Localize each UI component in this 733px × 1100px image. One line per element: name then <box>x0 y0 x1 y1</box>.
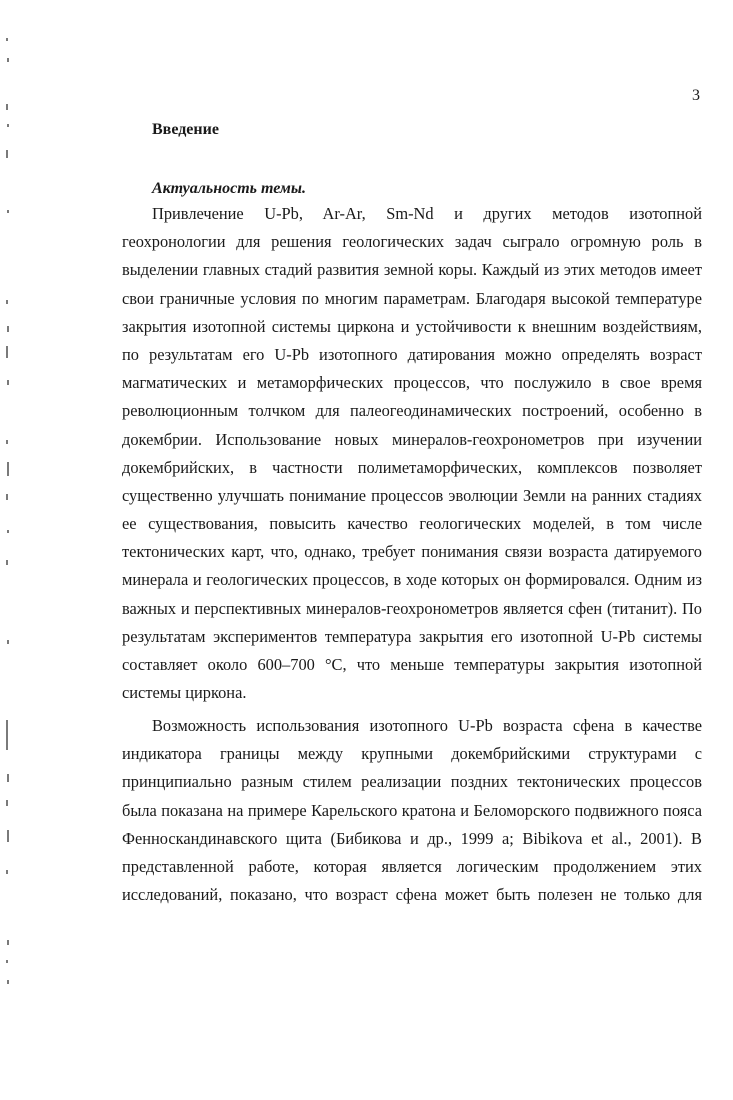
paragraph-line: результатам экспериментов температура закрытия его изотопной U-Pb системы <box>122 626 702 646</box>
paragraph-line: представленной работе, которая является логическим продолжением этих <box>122 856 702 876</box>
paragraph-line: докембрийских, в частности полиметаморфических, комплексов позволяет <box>122 457 702 477</box>
paragraph-line: системы циркона. <box>122 683 247 703</box>
scan-margin-marks <box>0 0 14 1100</box>
paragraph-line: свои граничные условия по многим параметрам. Благодаря высокой температуре <box>122 288 702 308</box>
paragraph-line: тектонических карт, что, однако, требует понимания связи возраста датируемого <box>122 542 702 562</box>
subsection-heading: Актуальность темы. <box>152 180 306 197</box>
paragraph-line: Привлечение U-Pb, Ar-Ar, Sm-Nd и других методов изотопной <box>152 204 702 223</box>
paragraph-line: Возможность использования изотопного U-Pb возраста сфена в качестве <box>152 716 702 735</box>
paragraph-line: выделении главных стадий развития земной коры. Каждый из этих методов имеет <box>122 260 702 280</box>
paragraph-line: принципиально разным стилем реализации поздних тектонических процессов <box>122 772 702 792</box>
paragraph-line: магматических и метаморфических процессов, что послужило в свое время <box>122 373 702 393</box>
paragraph-line: минерала и геологических процессов, в ходе которых он формировался. Одним из <box>122 570 702 590</box>
paragraph-line: геохронологии для решения геологических задач сыграло огромную роль в <box>122 232 702 252</box>
paragraph-line: по результатам его U-Pb изотопного датирования можно определять возраст <box>122 344 702 364</box>
paragraph-line: была показана на примере Карельского кратона и Беломорского подвижного пояса <box>122 800 702 820</box>
paragraph-line: Фенноскандинавского щита (Бибикова и др., 1999 а; Bibikova et al., 2001). В <box>122 828 702 848</box>
paragraph-1 <box>122 200 702 707</box>
section-heading: Введение <box>152 121 219 138</box>
paragraph-line: важных и перспективных минералов-геохронометров является сфен (титанит). По <box>122 598 702 618</box>
paragraph-line: индикатора границы между крупными докембрийскими структурами с <box>122 744 702 764</box>
paragraph-line: составляет около 600–700 °С, что меньше температуры закрытия изотопной <box>122 655 702 674</box>
paragraph-line: закрытия изотопной системы циркона и устойчивости к внешним воздействиям, <box>122 316 702 336</box>
page-number: 3 <box>692 87 700 104</box>
paragraph-line: существенно улучшать понимание процессов эволюции Земли на ранних стадиях <box>122 485 702 505</box>
paragraph-line: докембрии. Использование новых минералов-геохронометров при изучении <box>122 429 702 449</box>
paragraph-line: ее существования, повысить качество геологических моделей, в том числе <box>122 514 702 534</box>
paragraph-line: исследований, показано, что возраст сфена может быть полезен не только для <box>122 885 702 905</box>
paragraph-line: революционным толчком для палеогеодинамических построений, особенно в <box>122 401 702 421</box>
paragraph-2 <box>122 712 702 909</box>
